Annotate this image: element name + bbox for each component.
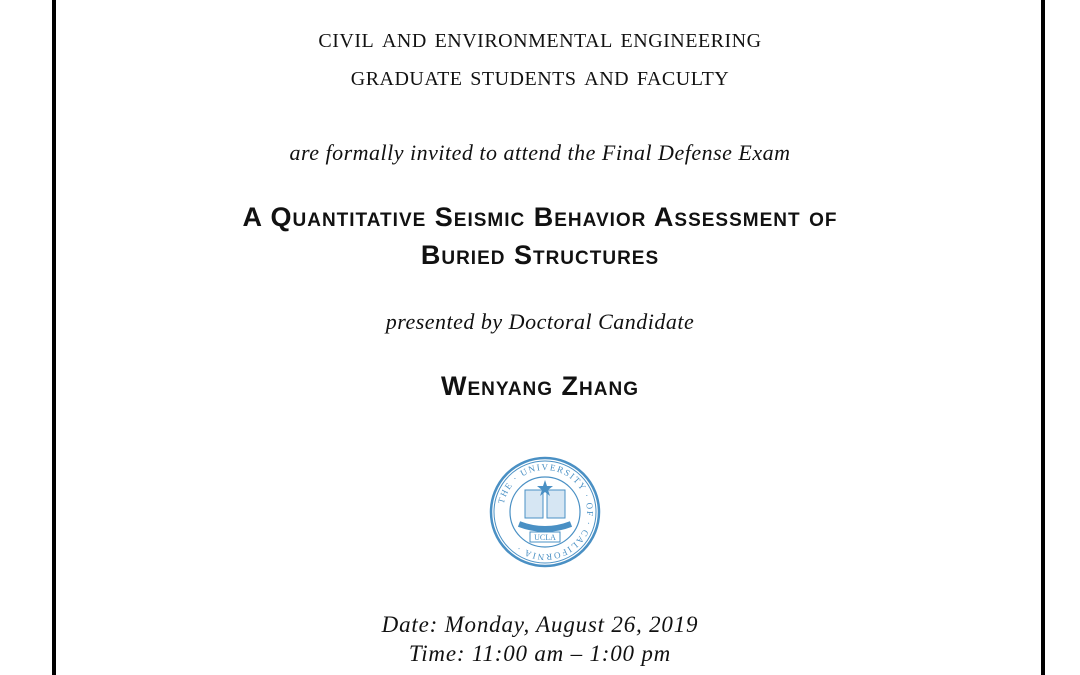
thesis-title-line2: Buried Structures xyxy=(420,240,660,270)
candidate-name: Wenyang Zhang xyxy=(441,371,639,401)
thesis-title-line1: A Quantitative Seismic Behavior Assessment of xyxy=(242,202,838,232)
header-audience: graduate students and faculty xyxy=(350,60,730,92)
page-border-right xyxy=(1041,0,1045,675)
svg-text:UCLA: UCLA xyxy=(534,533,556,542)
svg-text:THE · UNIVERSITY · OF · CALIFO: THE · UNIVERSITY · OF · CALIFORNIA · xyxy=(495,461,596,563)
exam-date: Date: Monday, August 26, 2019 xyxy=(381,612,699,637)
ucla-seal-logo xyxy=(489,456,601,568)
header-department: civil and environmental engineering xyxy=(318,22,762,54)
presented-by-text: presented by Doctoral Candidate xyxy=(385,309,695,334)
exam-time: Time: 11:00 am – 1:00 pm xyxy=(408,641,672,666)
page-border-left xyxy=(52,0,56,675)
invitation-text: are formally invited to attend the Final Defense Exam xyxy=(289,140,791,165)
